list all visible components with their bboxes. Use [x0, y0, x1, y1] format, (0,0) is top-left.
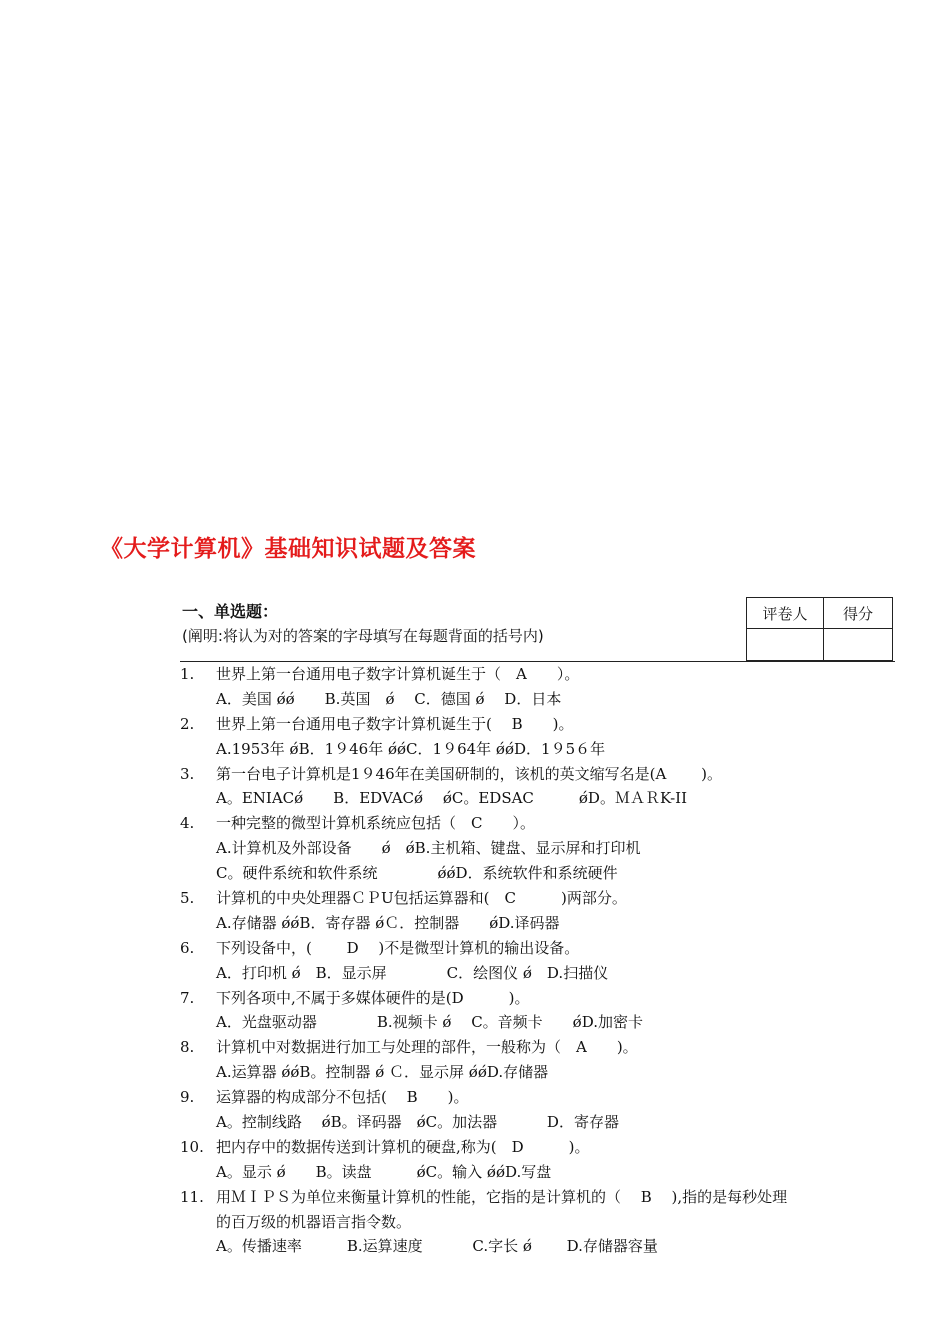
question-stem: 一种完整的微型计算机系统应包括（ C ）。	[216, 814, 535, 833]
question-item	[180, 1185, 880, 1260]
score-label: 得分	[824, 598, 893, 629]
question-options: 的百万级的机器语言指令数。	[216, 1212, 412, 1231]
question-number: 2.	[180, 714, 195, 733]
question-item	[180, 1035, 880, 1085]
section-instructions: (阐明:将认为对的答案的字母填写在每题背面的括号内)	[182, 627, 544, 645]
question-number: 4.	[180, 814, 195, 833]
question-number: 9.	[180, 1088, 195, 1107]
question-item	[180, 986, 880, 1036]
question-item	[180, 762, 880, 812]
grader-label: 评卷人	[747, 598, 824, 629]
section-header	[182, 600, 747, 648]
question-stem: 第一台电子计算机是1９46年在美国研制的，该机的英文缩写名是(A )。	[216, 764, 722, 783]
question-options: A.存储器 ǿǿB．寄存器 ǿＣ．控制器 ǿD.译码器	[216, 913, 560, 932]
question-stem: 下列设备中，( D )不是微型计算机的输出设备。	[216, 938, 580, 957]
score-cell[interactable]	[824, 629, 893, 661]
question-item	[180, 1135, 880, 1185]
grader-cell[interactable]	[747, 629, 824, 661]
question-stem: 用ＭＩＰＳ为单位来衡量计算机的性能，它指的是计算机的（ B ),指的是每秒处理	[216, 1187, 788, 1206]
question-number: 1.	[180, 665, 195, 683]
question-number: 6.	[180, 938, 195, 957]
question-stem: 下列各项中,不属于多媒体硬件的是(D )。	[216, 988, 530, 1007]
score-table	[746, 597, 893, 661]
question-options: A。传播速率 B.运算速度 C.字长 ǿ D.存储器容量	[216, 1237, 658, 1256]
question-options: A.计算机及外部设备 ǿ ǿB.主机箱、键盘、显示屏和打印机	[216, 839, 641, 858]
question-stem: 计算机中对数据进行加工与处理的部件，一般称为（ A )。	[216, 1038, 638, 1057]
question-options: A。控制线路 ǿB。译码器 ǿC。加法器 D．寄存器	[216, 1113, 619, 1132]
question-item	[180, 936, 880, 986]
question-number: 8.	[180, 1038, 195, 1057]
question-options: A。显示 ǿ B。读盘 ǿC。输入 ǿǿD.写盘	[216, 1162, 552, 1181]
question-item	[180, 886, 880, 936]
question-item	[180, 712, 880, 762]
question-options: A。ENIACǿ B．EDVACǿ ǿC。EDSAC ǿD。ＭＡＲK-II	[216, 789, 687, 808]
question-options: A.运算器 ǿǿB。控制器 ǿ Ｃ．显示屏 ǿǿD.存储器	[216, 1063, 549, 1082]
section-title: 一、单选题：	[182, 602, 279, 621]
question-options: A.1953年 ǿB．1９46年 ǿǿC．1９64年 ǿǿD．1９5６年	[216, 739, 606, 758]
question-stem: 计算机的中央处理器ＣＰU包括运算器和( C )两部分。	[216, 889, 627, 908]
question-options: A．美国 ǿǿ B.英国 ǿ C．德国 ǿ D．日本	[216, 689, 562, 708]
document-title: 《大学计算机》基础知识试题及答案	[100, 536, 476, 562]
question-item	[180, 662, 880, 712]
question-stem: 世界上第一台通用电子数字计算机诞生于( B )。	[216, 714, 574, 733]
question-number: 7.	[180, 988, 195, 1007]
question-number: 10.	[180, 1137, 204, 1156]
question-options: A．光盘驱动器 B.视频卡 ǿ C。音频卡 ǿD.加密卡	[216, 1013, 643, 1032]
question-stem: 运算器的构成部分不包括( B )。	[216, 1088, 469, 1107]
question-list	[180, 662, 880, 1259]
question-stem: 把内存中的数据传送到计算机的硬盘,称为( D )。	[216, 1137, 590, 1156]
question-number: 3.	[180, 764, 195, 783]
question-item	[180, 1085, 880, 1135]
question-number: 5.	[180, 889, 195, 908]
question-number: 11.	[180, 1187, 204, 1206]
question-item	[180, 811, 880, 886]
question-stem: 世界上第一台通用电子数字计算机诞生于（ A ）。	[216, 665, 580, 683]
question-options: C。硬件系统和软件系统 ǿǿD．系统软件和系统硬件	[216, 864, 618, 883]
question-options: A．打印机 ǿ B．显示屏 C．绘图仪 ǿ D.扫描仪	[216, 963, 609, 982]
